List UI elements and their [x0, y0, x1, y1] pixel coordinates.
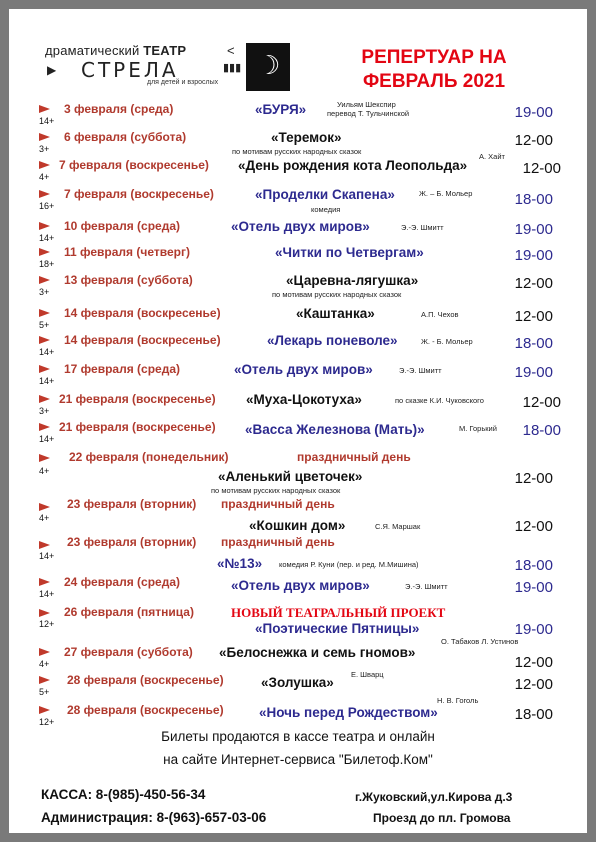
arrow-right-icon	[39, 541, 50, 549]
theatre-logo: ▶ СТРЕЛА ▮▮▮	[47, 58, 242, 82]
bars-icon: ▮▮▮	[223, 62, 242, 74]
arrow-right-icon	[39, 336, 50, 344]
performance-row: 14+ 3 февраля (среда) «БУРЯ» Уильям Шекспир перевод Т. Тульчинской 19-00	[39, 100, 553, 126]
arrow-right-icon	[39, 248, 50, 256]
performance-row: 5+ 28 февраля (воскресенье) «Золушка» Е. Шварц 12-00	[39, 670, 553, 697]
performance-row: 12+ 28 февраля (воскресенье) Н. В. Гоголь «Ночь перед Рождеством» 18-00	[39, 696, 553, 727]
arrow-right-icon	[39, 676, 50, 684]
directions: Проезд до пл. Громова	[373, 811, 511, 825]
arrow-right-icon	[39, 578, 50, 586]
arrow-left-icon: <	[227, 43, 235, 58]
arrow-right-icon	[39, 395, 50, 403]
performance-row: 14+ 24 февраля (среда) «Отель двух миров» Э.-Э. Шмитт 19-00	[39, 575, 553, 599]
page-title-month: ФЕВРАЛЬ 2021	[362, 71, 506, 92]
arrow-right-icon	[39, 423, 50, 431]
performance-row: 14+ 23 февраля (вторник) праздничный день «№13» комедия Р. Куни (пер. и ред. М.Мишина) 18-00	[39, 535, 553, 574]
performance-row: 3+ 13 февраля (суббота) «Царевна-лягушка» по мотивам русских народных сказок 12-00	[39, 273, 553, 299]
arrow-right-icon	[39, 133, 50, 141]
arrow-right-icon	[39, 190, 50, 198]
performance-row: 3+ 21 февраля (воскресенье) «Муха-Цокотуха» по сказке К.И. Чуковского 12-00	[39, 392, 561, 416]
arrow-right-icon	[39, 105, 50, 113]
arrow-right-icon	[39, 454, 50, 462]
performance-row: 5+ 14 февраля (воскресенье) «Каштанка» А.П. Чехов 12-00	[39, 306, 553, 330]
arrow-right-icon	[39, 365, 50, 373]
performance-row: 14+ 17 февраля (среда) «Отель двух миров» Э.-Э. Шмитт 19-00	[39, 362, 553, 386]
performance-row: 14+ 21 февраля (воскресенье) «Васса Железнова (Мать)» М. Горький 18-00	[39, 420, 561, 444]
administration-phone: Администрация: 8-(963)-657-03-06	[41, 810, 267, 825]
poster	[9, 9, 587, 833]
arrow-right-icon	[39, 161, 50, 169]
performance-row: 12+ 26 февраля (пятница) НОВЫЙ ТЕАТРАЛЬНЫЙ ПРОЕКТ «Поэтические Пятницы» О. Табаков Л. Устинов 19-00	[39, 605, 553, 646]
performance-row: 3+ 6 февраля (суббота) «Теремок» по мотивам русских народных сказок 12-00	[39, 130, 553, 156]
tickets-info: Билеты продаются в кассе театра и онлайн	[161, 729, 435, 744]
arrow-right-icon	[39, 706, 50, 714]
theatre-name: драматический ТЕАТР	[45, 43, 187, 58]
arrow-right-icon	[39, 309, 50, 317]
performance-row: 14+ 10 февраля (среда) «Отель двух миров» Э.-Э. Шмитт 19-00	[39, 219, 553, 243]
arrow-right-icon	[39, 609, 50, 617]
box-office-phone: КАССА: 8-(985)-450-56-34	[41, 787, 206, 802]
tickets-info-online: на сайте Интернет-сервиса "Билетоф.Ком"	[163, 752, 433, 767]
performance-row: 4+ 23 февраля (вторник) праздничный день «Кошкин дом» С.Я. Маршак 12-00	[39, 497, 553, 535]
page-title: РЕПЕРТУАР НА	[361, 47, 507, 68]
performance-row: 4+ 27 февраля (суббота) «Белоснежка и семь гномов» 12-00	[39, 645, 553, 671]
theatre-subtitle: для детей и взрослых	[147, 79, 219, 86]
arrow-right-icon	[39, 276, 50, 284]
arrow-right-icon	[39, 503, 50, 511]
performance-row: 16+ 7 февраля (воскресенье) «Проделки Скапена» Ж. – Б. Мольер комедия 18-00	[39, 187, 553, 214]
triangle-icon: ▶	[47, 63, 57, 77]
arrow-right-icon	[39, 648, 50, 656]
performance-row: 4+ 22 февраля (понедельник) праздничный день «Аленький цветочек» по мотивам русских народных сказок 12-00	[39, 450, 553, 495]
address: г.Жуковский,ул.Кирова д.3	[355, 790, 513, 804]
performance-row: 18+ 11 февраля (четверг) «Читки по Четвергам» 19-00	[39, 245, 553, 269]
mask-logo-icon: ☽	[246, 43, 290, 91]
performance-row: 14+ 14 февраля (воскресенье) «Лекарь поневоле» Ж. - Б. Мольер 18-00	[39, 333, 553, 357]
arrow-right-icon	[39, 222, 50, 230]
performance-row: 4+ 7 февраля (воскресенье) А. Хайт «День рождения кота Леопольда» 12-00	[39, 152, 561, 182]
